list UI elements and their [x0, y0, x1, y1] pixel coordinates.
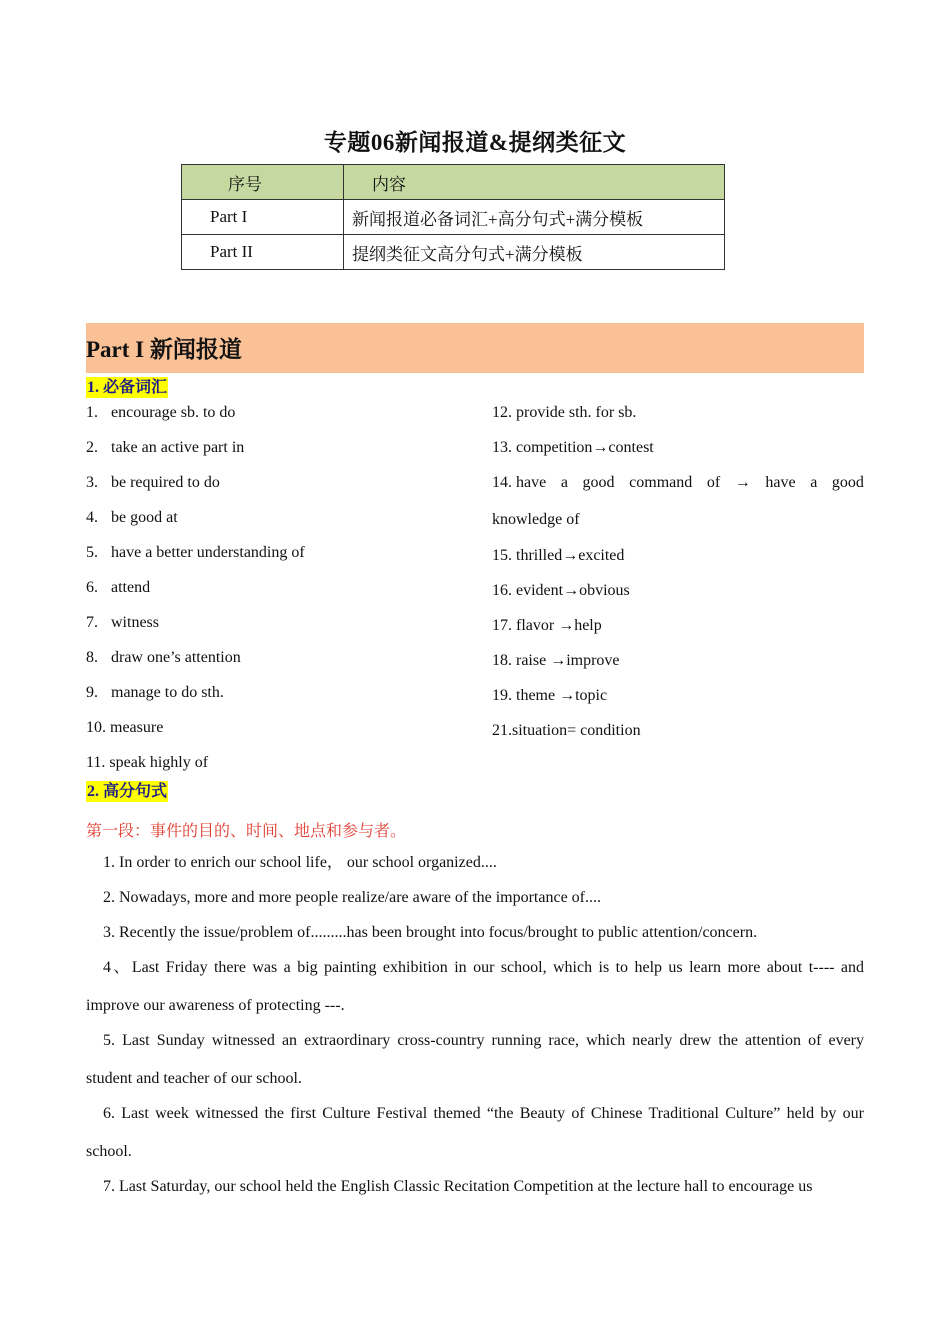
toc-part: Part II — [182, 235, 344, 270]
sentence-item: 6. Last week witnessed the first Culture Festival themed “the Beauty of Chinese Traditional Culture” held by our school. — [86, 1105, 864, 1160]
toc-header-number: 序号 — [182, 165, 344, 200]
toc-row — [182, 200, 725, 235]
toc-header-row — [182, 165, 725, 200]
toc-content: 新闻报道必备词汇+高分句式+满分模板 — [344, 200, 725, 235]
vocab-item-line: 14. have a good command of → have a good — [492, 474, 864, 491]
sentence-item: 3. Recently the issue/problem of.........has been brought into focus/brought to public attention/concern. — [103, 924, 758, 941]
vocab-item: 1. encourage sb. to do — [86, 404, 236, 421]
toc-content: 提纲类征文高分句式+满分模板 — [344, 235, 725, 270]
vocab-item: 7. witness — [86, 614, 159, 631]
vocab-heading: 1. 必备词汇 — [87, 379, 168, 396]
vocab-item: 5. have a better understanding of — [86, 544, 305, 561]
vocab-item: 4. be good at — [86, 509, 178, 526]
vocab-item: 9. manage to do sth. — [86, 684, 224, 701]
vocab-item-continuation: knowledge of — [492, 511, 580, 528]
paragraph-intro: 第一段：事件的目的、时间、地点和参与者。 — [86, 823, 407, 840]
vocab-item: 19. theme →topic — [492, 687, 608, 704]
vocab-item: 11. speak highly of — [86, 754, 209, 771]
sentence-item: 1. In order to enrich our school life， our school organized.... — [103, 854, 497, 871]
toc-header-content: 内容 — [344, 165, 725, 200]
vocab-item: 2. take an active part in — [86, 439, 245, 456]
sentence-item: 2. Nowadays, more and more people realize/are aware of the importance of.... — [103, 889, 601, 906]
vocab-item: 16. evident→obvious — [492, 582, 630, 599]
vocab-item: 18. raise →improve — [492, 652, 620, 669]
sentences-heading: 2. 高分句式 — [87, 783, 168, 800]
vocab-item-justified — [492, 473, 864, 528]
vocab-item: 8. draw one’s attention — [86, 649, 241, 666]
toc-part: Part I — [182, 200, 344, 235]
vocab-item: 3. be required to do — [86, 474, 220, 491]
toc-row — [182, 235, 725, 270]
table-of-contents — [181, 164, 725, 270]
sentence-item: 7. Last Saturday, our school held the English Classic Recitation Competition at the lecture hall to encourage us — [103, 1178, 813, 1195]
vocab-item: 12. provide sth. for sb. — [492, 404, 637, 421]
vocab-item: 13. competition→contest — [492, 439, 654, 456]
vocab-item: 15. thrilled→excited — [492, 547, 625, 564]
sentence-item: 5. Last Sunday witnessed an extraordinary cross-country running race, which nearly drew the attention of every student and teacher of our school. — [86, 1032, 864, 1087]
part-banner: Part I 新闻报道 — [86, 323, 864, 373]
document-title: 专题06新闻报道&提纲类征文 — [323, 130, 627, 155]
vocab-item: 10. measure — [86, 719, 164, 736]
vocab-item: 17. flavor →help — [492, 617, 602, 634]
vocab-item: 21.situation= condition — [492, 722, 641, 739]
sentence-item: 4、Last Friday there was a big painting exhibition in our school, which is to help us learn more about t---- and improve our awareness of protecting ---. — [86, 959, 864, 1014]
vocab-item: 6. attend — [86, 579, 151, 596]
